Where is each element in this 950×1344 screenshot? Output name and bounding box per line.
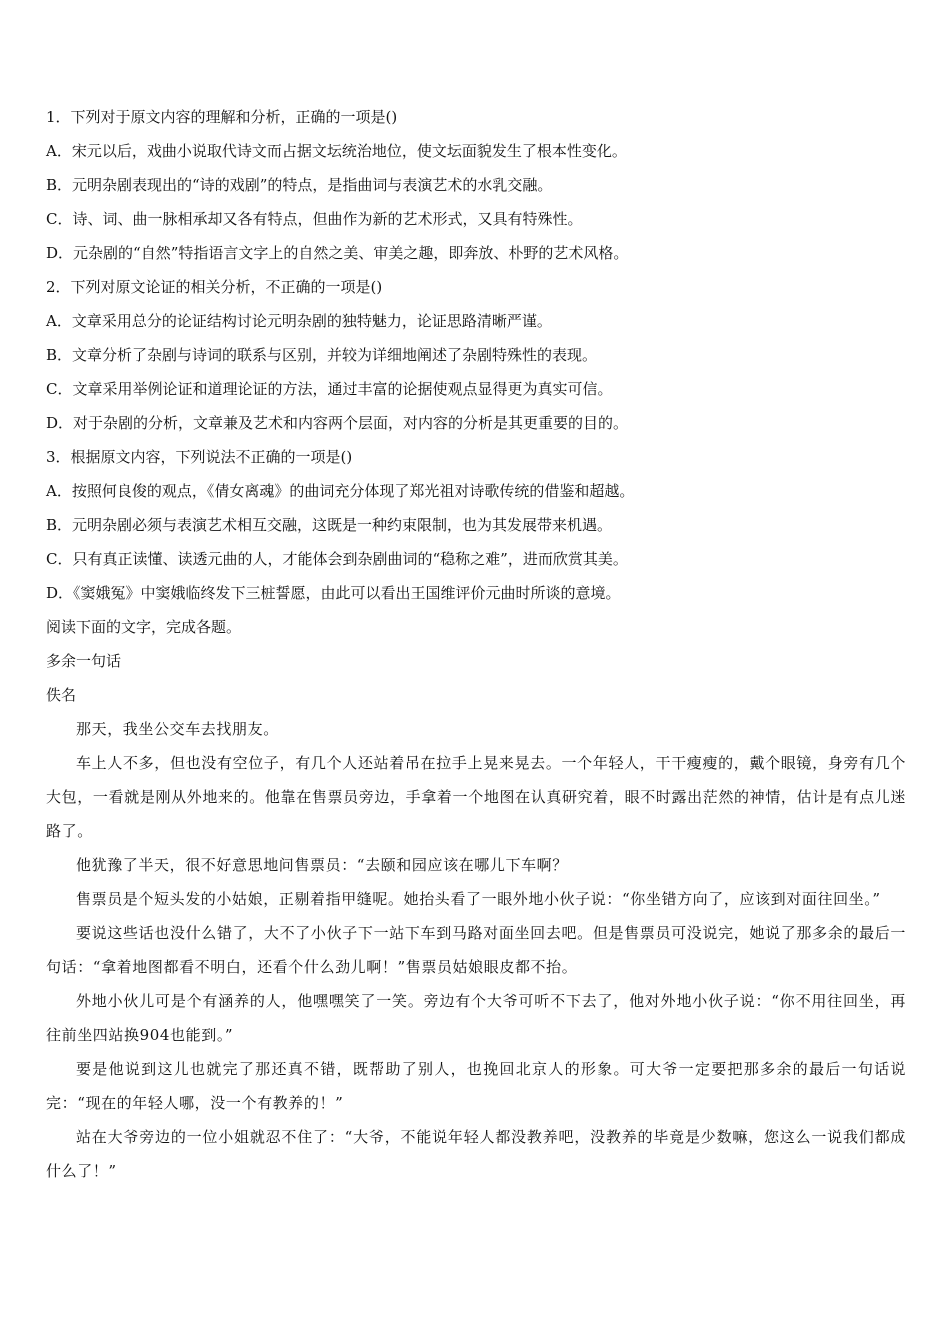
option-b: B．元明杂剧表现出的“诗的戏剧”的特点，是指曲词与表演艺术的水乳交融。 <box>46 176 553 194</box>
story-paragraph: 他犹豫了半天，很不好意思地问售票员：“去颐和园应该在哪儿下车啊？ <box>76 856 568 874</box>
story-paragraph: 那天，我坐公交车去找朋友。 <box>76 720 279 738</box>
option-c: C．诗、词、曲一脉相承却又各有特点，但曲作为新的艺术形式，又具有特殊性。 <box>46 210 583 228</box>
option-b: B．元明杂剧必须与表演艺术相互交融，这既是一种约束限制，也为其发展带来机遇。 <box>46 516 613 534</box>
option-b: B．文章分析了杂剧与诗词的联系与区别，并较为详细地阐述了杂剧特殊性的表现。 <box>46 346 598 364</box>
option-d: D．元杂剧的“自然”特指语言文字上的自然之美、审美之趣，即奔放、朴野的艺术风格。 <box>46 244 629 262</box>
option-d: D．《窦娥冤》中窦娥临终发下三桩誓愿，由此可以看出王国维评价元曲时所谈的意境。 <box>46 584 621 602</box>
option-c: C．文章采用举例论证和道理论证的方法，通过丰富的论据使观点显得更为真实可信。 <box>46 380 613 398</box>
question-3 <box>46 440 906 610</box>
story-paragraph: 要说这些话也没什么错了，大不了小伙子下一站下车到马路对面坐回去吧。但是售票员可没说完，她说了那多余的最后一句话：“拿着地图都看不明白，还看个什么劲儿啊！”售票员姑娘眼皮都不抬。 <box>46 924 906 976</box>
story-paragraph: 站在大爷旁边的一位小姐就忍不住了：“大爷，不能说年轻人都没教养吧，没教养的毕竟是少数嘛，您这么一说我们都成什么了！” <box>46 1128 906 1180</box>
question-stem: 2．下列对原文论证的相关分析，不正确的一项是() <box>46 278 383 296</box>
option-c: C．只有真正读懂、读透元曲的人，才能体会到杂剧曲词的“稳称之难”，进而欣赏其美。 <box>46 550 628 568</box>
option-a: A．按照何良俊的观点，《倩女离魂》的曲词充分体现了郑光祖对诗歌传统的借鉴和超越。 <box>46 482 635 500</box>
question-1 <box>46 100 906 270</box>
story-paragraph: 外地小伙儿可是个有涵养的人，他嘿嘿笑了一笑。旁边有个大爷可听不下去了，他对外地小伙子说：“你不用往回坐，再往前坐四站换904也能到。” <box>46 992 906 1044</box>
question-stem: 3．根据原文内容，下列说法不正确的一项是() <box>46 448 353 466</box>
story-author: 佚名 <box>46 686 77 704</box>
story-paragraph: 要是他说到这儿也就完了那还真不错，既帮助了别人，也挽回北京人的形象。可大爷一定要把那多余的最后一句话说完：“现在的年轻人哪，没一个有教养的！” <box>46 1060 906 1112</box>
story-title: 多余一句话 <box>46 652 122 670</box>
reading-instruction: 阅读下面的文字，完成各题。 <box>46 618 242 636</box>
question-stem: 1．下列对于原文内容的理解和分析，正确的一项是() <box>46 108 398 126</box>
story-paragraph: 车上人不多，但也没有空位子，有几个人还站着吊在拉手上晃来晃去。一个年轻人，干干瘦瘦的，戴个眼镜，身旁有几个大包，一看就是刚从外地来的。他靠在售票员旁边，手拿着一个地图在认真研究着，眼不时露出茫然的神情，估计是有点儿迷路了。 <box>46 754 906 840</box>
story-paragraph: 售票员是个短头发的小姑娘，正剔着指甲缝呢。她抬头看了一眼外地小伙子说：“你坐错方向了，应该到对面往回坐。” <box>76 890 881 908</box>
story-body <box>46 712 906 1188</box>
option-a: A．宋元以后，戏曲小说取代诗文而占据文坛统治地位，使文坛面貌发生了根本性变化。 <box>46 142 627 160</box>
option-d: D．对于杂剧的分析，文章兼及艺术和内容两个层面，对内容的分析是其更重要的目的。 <box>46 414 629 432</box>
option-a: A．文章采用总分的论证结构讨论元明杂剧的独特魅力，论证思路清晰严谨。 <box>46 312 552 330</box>
question-2 <box>46 270 906 440</box>
